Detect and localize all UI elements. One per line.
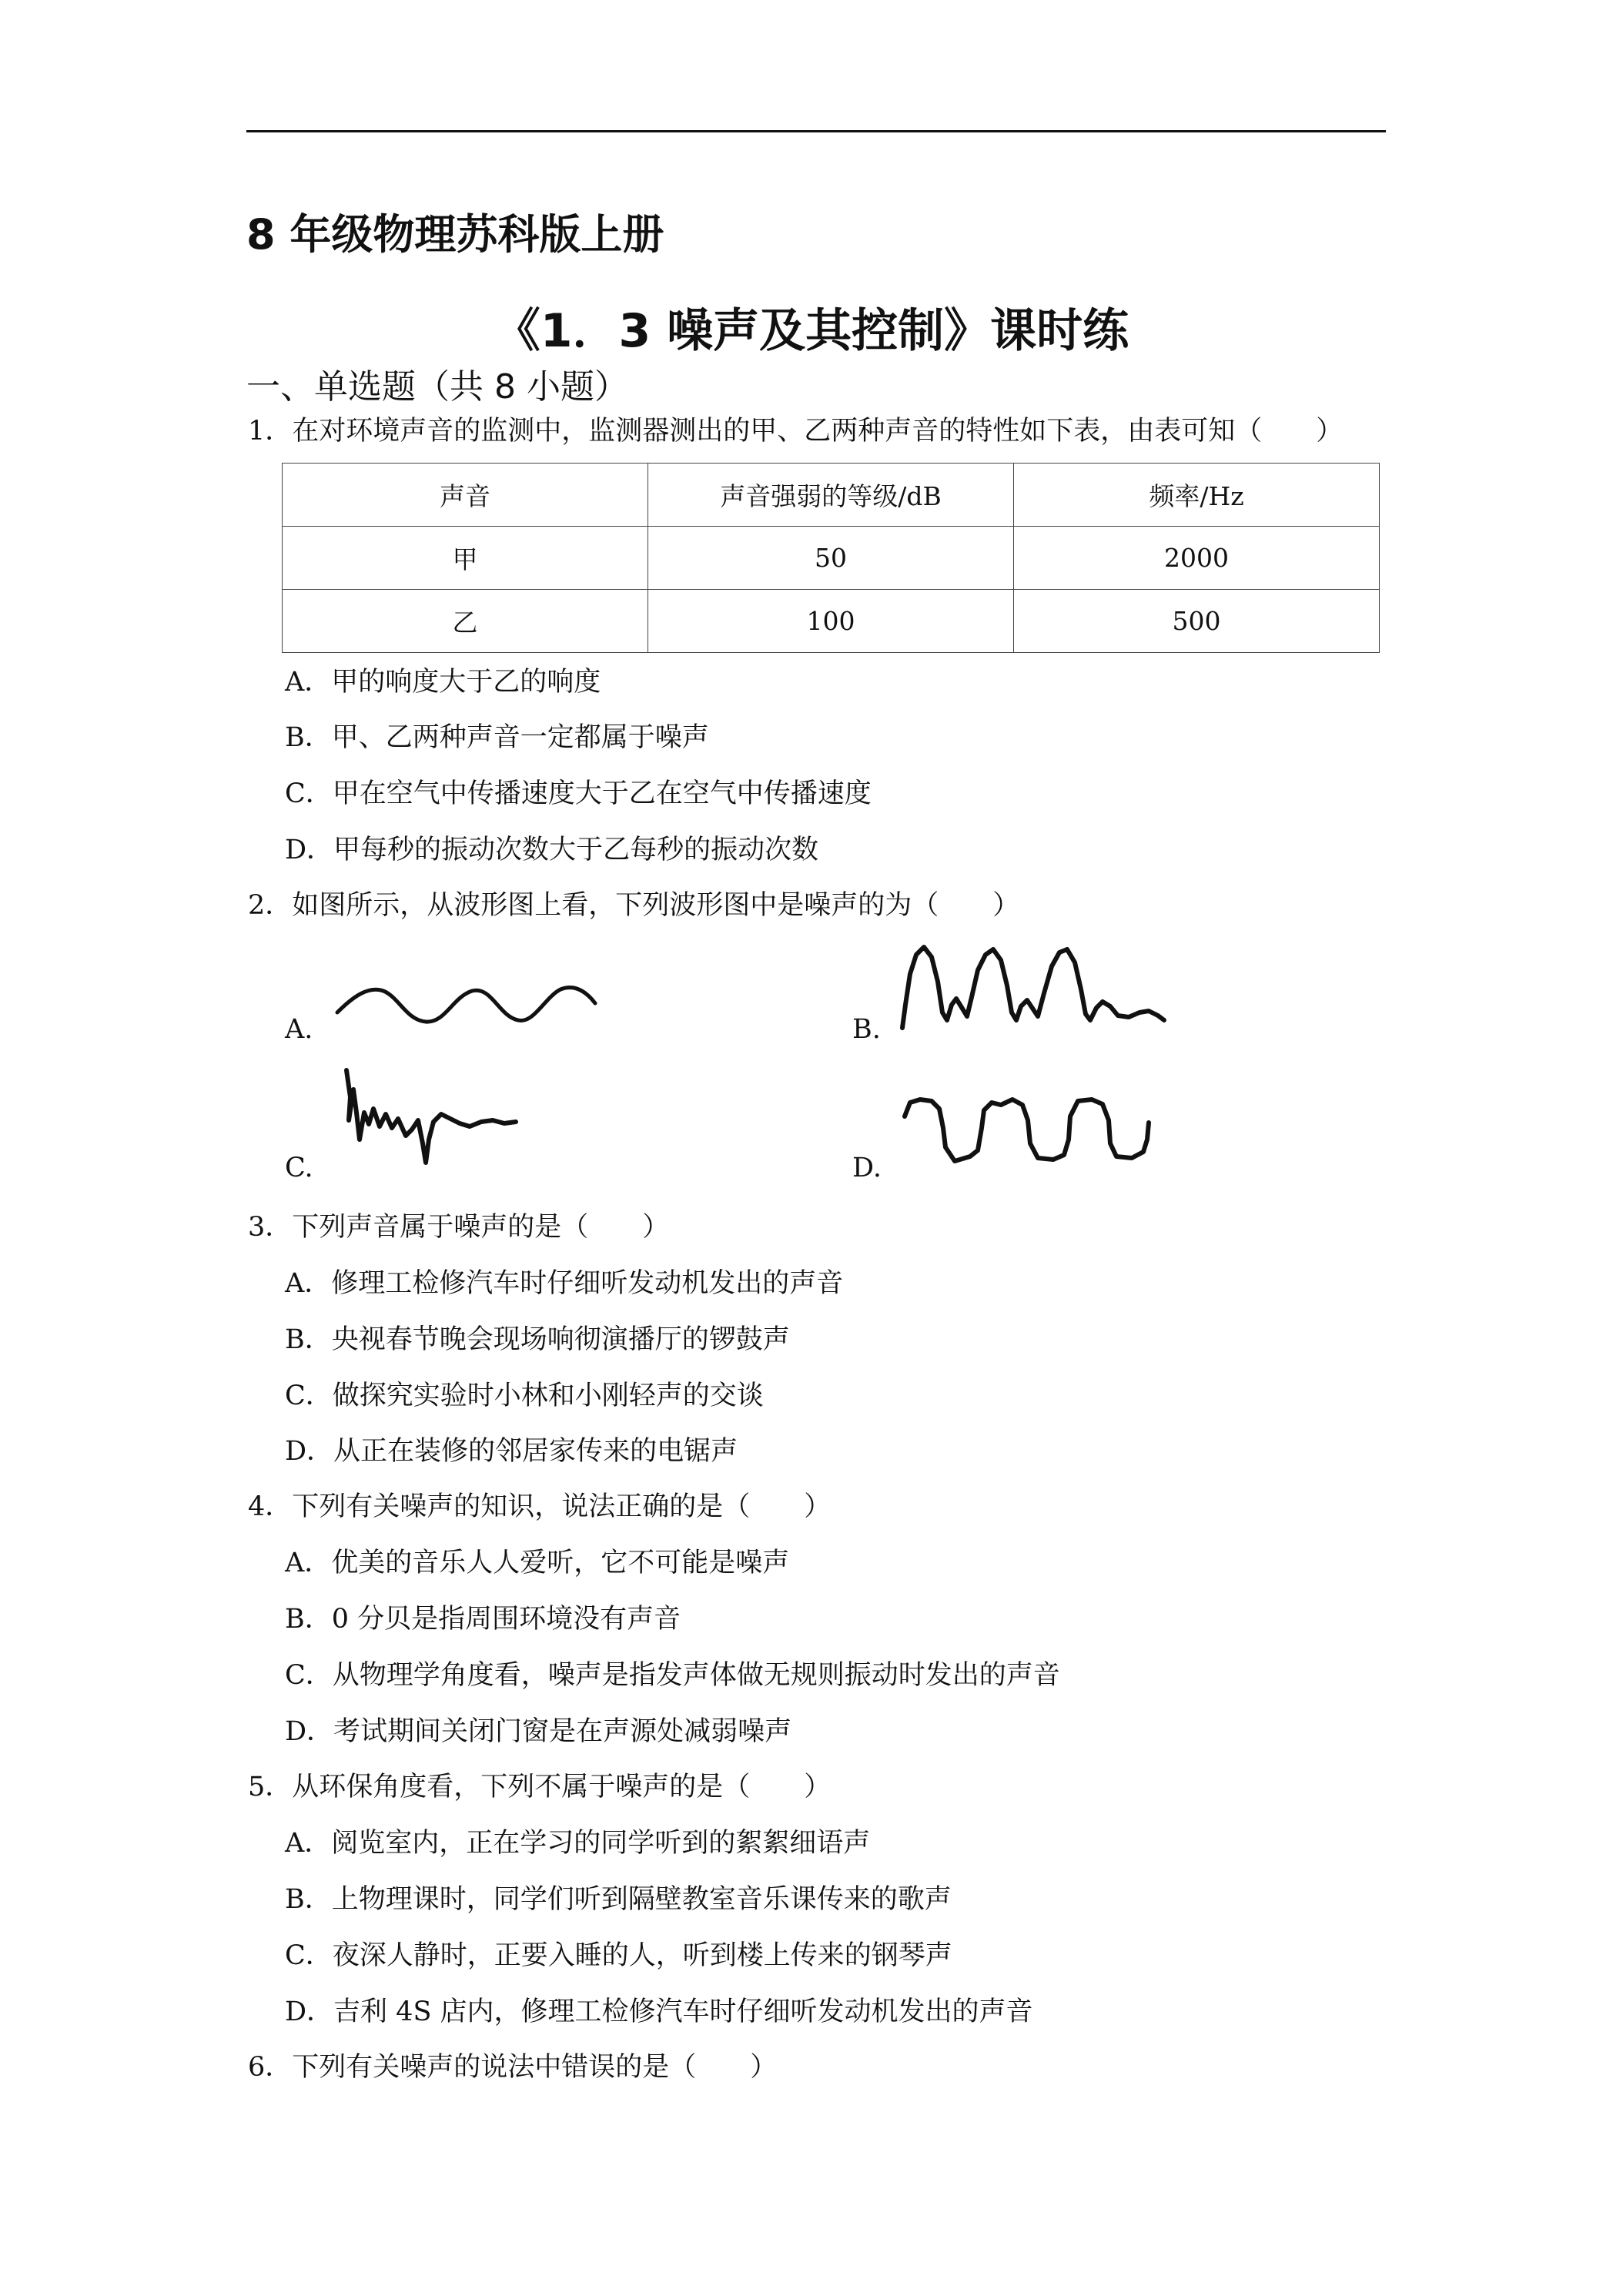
question-3-option-b: B．央视春节晚会现场响彻演播厅的锣鼓声 bbox=[285, 1324, 790, 1355]
question-1-option-a: A．甲的响度大于乙的响度 bbox=[285, 667, 601, 698]
question-5-option-a: A．阅览室内，正在学习的同学听到的絮絮细语声 bbox=[285, 1828, 871, 1859]
question-2-option-d: D. bbox=[852, 1153, 882, 1183]
question-5-option-d: D．吉利 4S 店内，修理工检修汽车时仔细听发动机发出的声音 bbox=[285, 1996, 1033, 2027]
question-1-option-d: D．甲每秒的振动次数大于乙每秒的振动次数 bbox=[285, 835, 819, 865]
irregular-noise-wave-icon bbox=[343, 1066, 527, 1166]
table-header-cell: 声音强弱的等级/dB bbox=[648, 464, 1014, 527]
page-title: 8 年级物理苏科版上册 bbox=[246, 210, 664, 259]
question-3-option-a: A．修理工检修汽车时仔细听发动机发出的声音 bbox=[285, 1268, 844, 1299]
table-header-cell: 频率/Hz bbox=[1014, 464, 1380, 527]
table-cell: 甲 bbox=[283, 527, 648, 590]
question-5-stem: 5．从环保角度看，下列不属于噪声的是（ ） bbox=[248, 1772, 832, 1802]
table-cell: 100 bbox=[648, 590, 1014, 653]
sharp-peaks-wave-icon bbox=[901, 943, 1170, 1036]
question-2-option-a: A. bbox=[285, 1014, 313, 1045]
question-1-table bbox=[282, 463, 1380, 653]
page-subtitle: 《1．3 噪声及其控制》课时练 bbox=[494, 304, 1129, 358]
question-5-option-c: C．夜深人静时，正要入睡的人，听到楼上传来的钢琴声 bbox=[285, 1940, 952, 1971]
table-cell: 乙 bbox=[283, 590, 648, 653]
table-header-cell: 声音 bbox=[283, 464, 648, 527]
question-4-option-c: C．从物理学角度看，噪声是指发声体做无规则振动时发出的声音 bbox=[285, 1660, 1060, 1691]
question-4-option-d: D．考试期间关闭门窗是在声源处减弱噪声 bbox=[285, 1716, 792, 1747]
question-5-option-b: B．上物理课时，同学们听到隔壁教室音乐课传来的歌声 bbox=[285, 1884, 952, 1915]
question-2-stem: 2．如图所示，从波形图上看，下列波形图中是噪声的为（ ） bbox=[248, 890, 1020, 921]
question-4-option-b: B．0 分贝是指周围环境没有声音 bbox=[285, 1604, 681, 1635]
smooth-sine-wave-icon bbox=[337, 982, 599, 1036]
question-3-stem: 3．下列声音属于噪声的是（ ） bbox=[248, 1212, 670, 1243]
question-2-option-c: C. bbox=[285, 1153, 313, 1183]
question-3-option-d: D．从正在装修的邻居家传来的电锯声 bbox=[285, 1436, 738, 1467]
table-cell: 500 bbox=[1014, 590, 1380, 653]
header-rule bbox=[246, 130, 1386, 132]
question-1-option-b: B．甲、乙两种声音一定都属于噪声 bbox=[285, 722, 709, 753]
question-1-stem: 1．在对环境声音的监测中，监测器测出的甲、乙两种声音的特性如下表，由表可知（ ） bbox=[248, 416, 1344, 447]
section-heading: 一、单选题（共 8 小题） bbox=[246, 367, 628, 407]
question-4-option-a: A．优美的音乐人人爱听，它不可能是噪声 bbox=[285, 1548, 790, 1578]
table-row bbox=[283, 590, 1380, 653]
question-3-option-c: C．做探究实验时小林和小刚轻声的交谈 bbox=[285, 1381, 764, 1411]
square-like-wave-icon bbox=[901, 1093, 1155, 1170]
table-cell: 50 bbox=[648, 527, 1014, 590]
table-cell: 2000 bbox=[1014, 527, 1380, 590]
table-header-row bbox=[283, 464, 1380, 527]
question-2-option-b: B. bbox=[852, 1014, 881, 1045]
question-6-stem: 6．下列有关噪声的说法中错误的是（ ） bbox=[248, 2052, 778, 2083]
question-4-stem: 4．下列有关噪声的知识，说法正确的是（ ） bbox=[248, 1491, 832, 1522]
table-row bbox=[283, 527, 1380, 590]
question-1-option-c: C．甲在空气中传播速度大于乙在空气中传播速度 bbox=[285, 778, 872, 809]
